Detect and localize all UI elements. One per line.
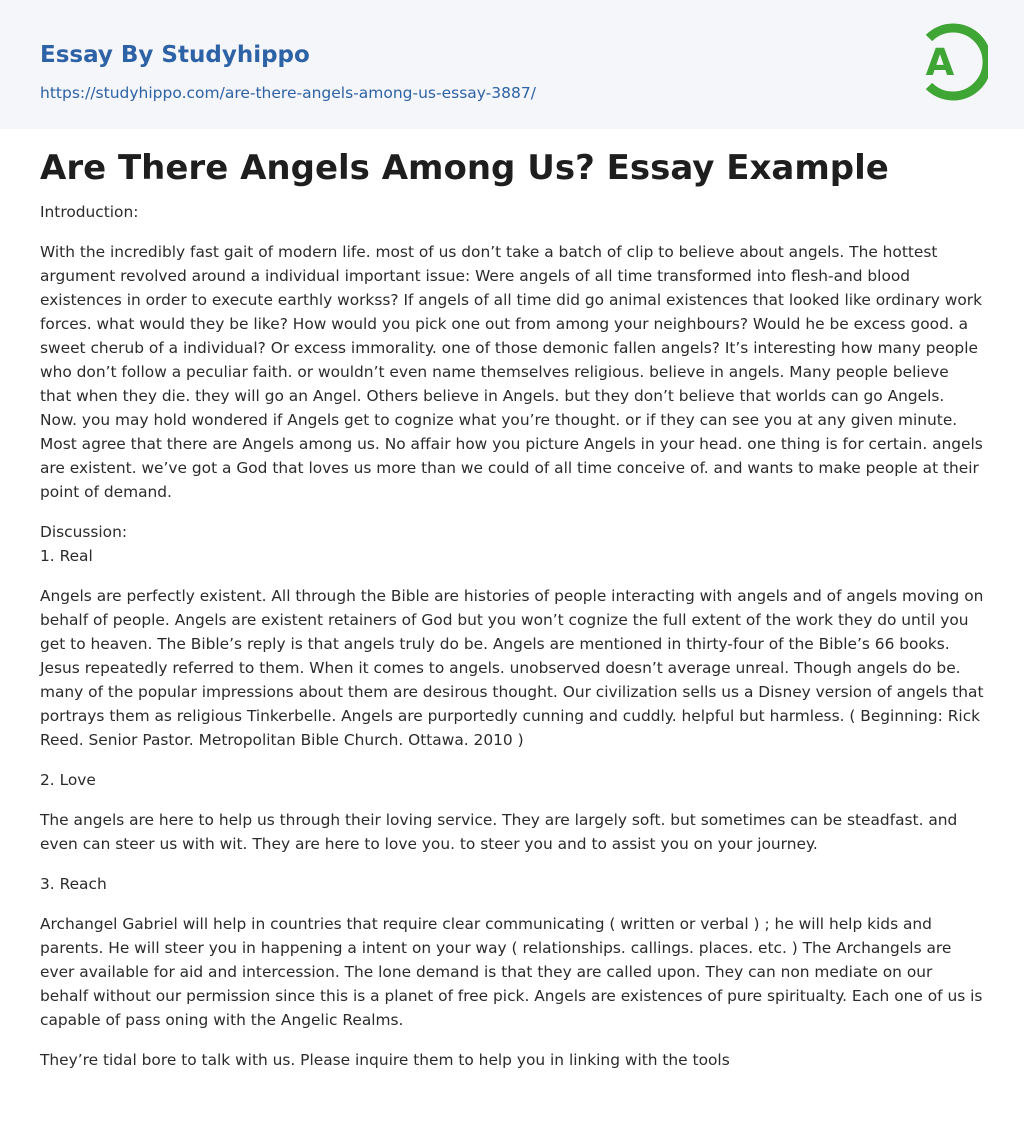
section-paragraph-real: Angels are perfectly existent. All through the Bible are histories of people interacting with angels and of angels moving on behalf of people. Angels are existent retainers of God but you won’t cognize the full extent of the work they do until you get to heaven. The Bible’s reply is that angels truly do be. Angels are mentioned in thirty-four of the Bible’s 66 books. Jesus repeatedly referred to them. When it comes to angels. unobserved doesn’t average unreal. Though angels do be. many of the popular impressions about them are desirous thought. Our civilization sells us a Disney version of angels that portrays them as religious Tinkerbelle. Angels are purportedly cunning and cuddly. helpful but harmless. ( Beginning: Rick Reed. Senior Pastor. Metropolitan Bible Church. Ottawa. 2010 ): [40, 587, 984, 749]
intro-paragraph: With the incredibly fast gait of modern life. most of us don’t take a batch of clip to believe about angels. The hottest argument revolved around a individual important issue: Were angels of all time transformed into flesh-and blood existences in order to execute earthly workss? If angels of all time did go animal existences that looked like ordinary work forces. what would they be like? How would you pick one out from among your neighbours? Would he be excess good. a sweet cherub of a individual? Or excess immorality. one of those demonic fallen angels? It’s interesting how many people who don’t follow a peculiar faith. or wouldn’t even name themselves religious. believe in angels. Many people believe that when they die. they will go an Angel. Others believe in Angels. but they don’t believe that worlds can go Angels. Now. you may hold wondered if Angels get to cognize what you’re thought. or if they can see you at any given minute. Most agree that there are Angels among us. No affair how you picture Angels in your head. one thing is for certain. angels are existent. we’ve got a God that loves us more than we could of all time conceive of. and wants to make people at their point of demand.: [40, 243, 983, 501]
intro-heading: Introduction:: [40, 203, 139, 221]
section-heading-reach: 3. Reach: [40, 875, 107, 893]
essay-url-link[interactable]: https://studyhippo.com/are-there-angels-among-us-essay-3887/: [40, 84, 536, 102]
section-heading-love: 2. Love: [40, 771, 96, 789]
section-paragraph-love: The angels are here to help us through their loving service. They are largely soft. but sometimes can be steadfast. and even can steer us with wit. They are here to love you. to steer you and to assist you on your journey.: [40, 811, 958, 853]
discussion-heading: Discussion:: [40, 523, 128, 541]
essay-body: [40, 200, 984, 1088]
page-title: Are There Angels Among Us? Essay Example: [40, 148, 889, 188]
studyhippo-logo-icon[interactable]: [912, 18, 988, 106]
section-paragraph-reach: Archangel Gabriel will help in countries that require clear communicating ( written or verbal ) ; he will help kids and parents. He will steer you in happening a intent on your way ( relationships. callings. places. etc. ) The Archangels are ever available for aid and intercession. The lone demand is that they are called upon. They can non mediate on our behalf without our permission since this is a planet of free pick. Angels are existences of pure spiritualty. Each one of us is capable of pass oning with the Angelic Realms.: [40, 915, 983, 1029]
logo-letter: A: [925, 41, 955, 84]
closing-paragraph: They’re tidal bore to talk with us. Please inquire them to help you in linking with the tools: [40, 1051, 730, 1069]
section-heading-real: 1. Real: [40, 547, 93, 565]
site-brand[interactable]: Essay By Studyhippo: [40, 42, 310, 68]
